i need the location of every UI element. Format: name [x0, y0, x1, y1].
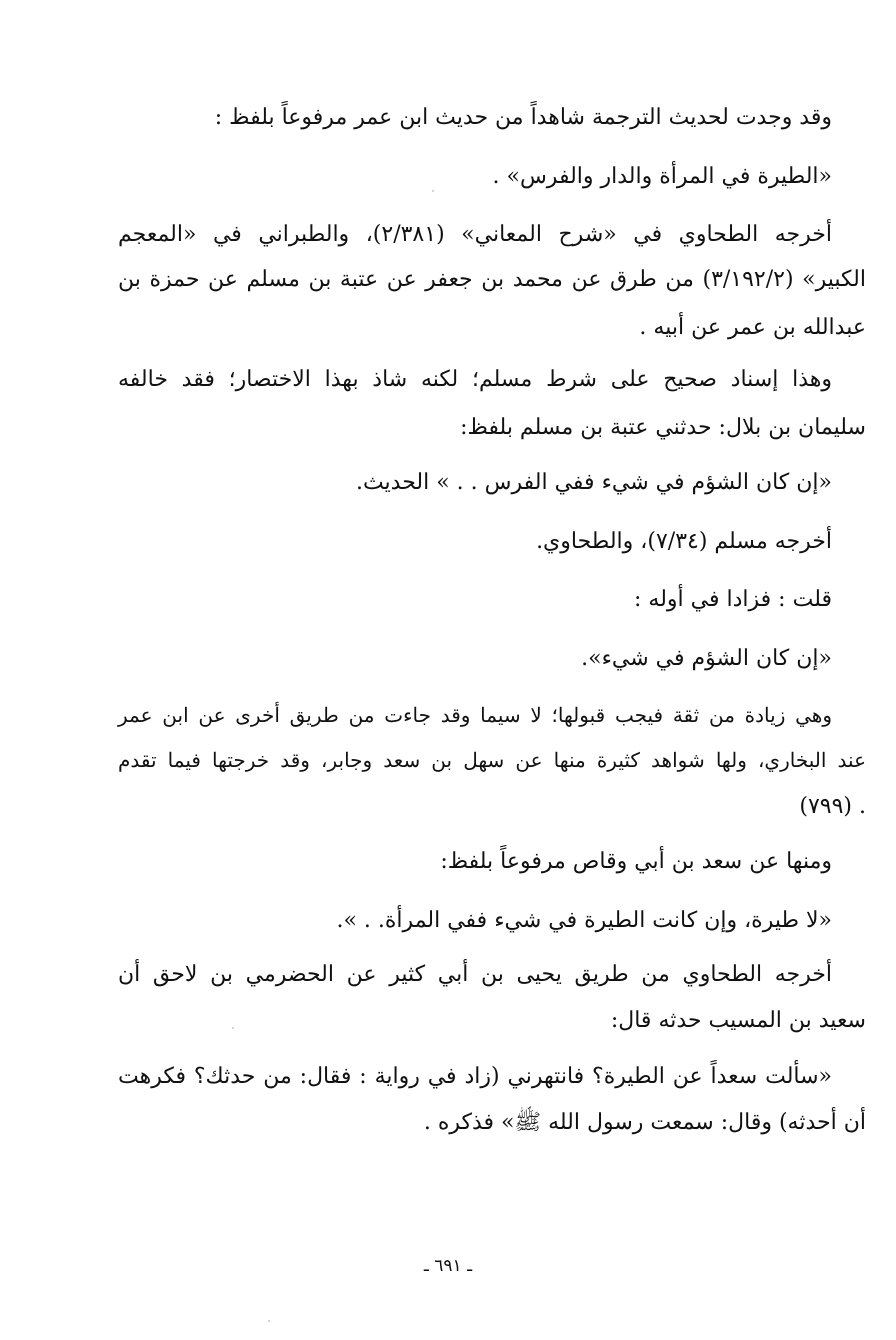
text-line-12: وهي زيادة من ثقة فيجب قبولها؛ لا سيما وقد جاءت من طريق أخرى عن ابن عمر [118, 703, 832, 727]
text-line-3: أخرجه الطحاوي في «شرح المعاني» (٢/٣٨١)، والطبراني في «المعجم [118, 222, 832, 247]
text-line-19: «سألت سعداً عن الطيرة؟ فانتهرني (زاد في رواية : فقال: من حدثك؟ فكرهت [118, 1064, 832, 1089]
text-line-15: ومنها عن سعد بن أبي وقاص مرفوعاً بلفظ: [440, 849, 832, 874]
scan-speck [432, 190, 434, 192]
text-line-13: عند البخاري، ولها شواهد كثيرة منها عن سهل بن سعد وجابر، وقد خرجتها فيما تقدم [118, 748, 866, 772]
scan-speck [268, 1320, 270, 1322]
text-line-9: أخرجه مسلم (٧/٣٤)، والطحاوي. [536, 529, 832, 554]
text-line-2: «الطيرة في المرأة والدار والفرس» . [492, 164, 832, 189]
text-line-14: (٧٩٩) . [799, 794, 866, 819]
text-line-5: عبدالله بن عمر عن أبيه . [639, 315, 866, 340]
text-line-4: الكبير» (٣/١٩٢/٢) من طرق عن محمد بن جعفر عن عتبة بن مسلم عن حمزة بن [118, 267, 866, 292]
text-line-8: «إن كان الشؤم في شيء ففي الفرس . . » الحديث. [355, 470, 832, 495]
text-line-18: سعيد بن المسيب حدثه قال: [610, 1008, 866, 1033]
text-line-17: أخرجه الطحاوي من طريق يحيى بن أبي كثير عن الحضرمي بن لاحق أن [118, 962, 832, 987]
text-line-6: وهذا إسناد صحيح على شرط مسلم؛ لكنه شاذ بهذا الاختصار؛ فقد خالفه [118, 367, 832, 392]
text-line-20: أن أحدثه) وقال: سمعت رسول الله ﷺ» فذكره . [423, 1110, 866, 1135]
text-line-10: قلت : فزادا في أوله : [634, 587, 832, 612]
page-number: ـ ٦٩١ ـ [423, 1256, 473, 1276]
text-line-7: سليمان بن بلال: حدثني عتبة بن مسلم بلفظ: [460, 415, 866, 440]
text-line-16: «لا طيرة، وإن كانت الطيرة في شيء ففي المرأة. . ». [336, 908, 832, 933]
scan-speck [232, 1027, 234, 1029]
text-line-11: «إن كان الشؤم في شيء». [581, 646, 832, 671]
text-line-1: وقد وجدت لحديث الترجمة شاهداً من حديث ابن عمر مرفوعاً بلفظ : [214, 105, 832, 130]
